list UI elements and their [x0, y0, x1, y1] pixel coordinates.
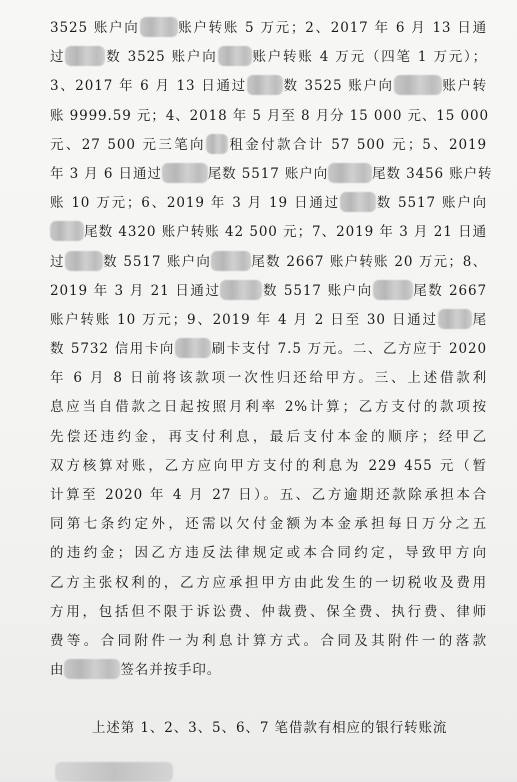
text-line [50, 248, 487, 277]
redaction-mark [373, 280, 413, 300]
text-segment: 账户转账 10 万元；9、2019 年 4 月 2 日至 30 日通过 [50, 311, 438, 328]
text-line [50, 452, 487, 481]
text-segment: 账 9999.59 元；4、2018 年 5 月至 8 月分 15 000 元、15 000 [50, 107, 489, 124]
text-segment: 先偿还违约金，再支付利息，最后支付本金的顺序；经甲乙 [50, 428, 487, 445]
text-line [50, 656, 487, 685]
text-segment: 账户转 [441, 78, 487, 95]
redaction-mark [394, 75, 442, 95]
text-line [50, 598, 487, 627]
redaction-mark [64, 659, 120, 679]
text-line [50, 306, 487, 335]
text-segment: 刷卡支付 7.5 万元。二、乙方应于 2020 [210, 341, 487, 358]
text-segment: 尾数 3456 账户转 [372, 165, 493, 182]
text-segment: 计算至 2020 年 4 月 27 日）。五、乙方逾期还款除承担本合 [50, 487, 487, 503]
text-segment: 由 [50, 662, 65, 679]
text-line [50, 627, 487, 656]
text-segment: 过 [50, 49, 66, 66]
text-segment: 账户转账 5 万元；2、2017 年 6 月 13 日通 [177, 20, 487, 36]
text-segment: 年 3 月 6 日通过 [50, 165, 162, 182]
redaction-mark [206, 134, 228, 154]
text-segment: 方用，包括但不限于诉讼费、仲裁费、保全费、执行费、律师 [50, 603, 487, 620]
redaction-mark [247, 75, 283, 95]
redaction-mark [211, 251, 251, 271]
text-segment: 的违约金；因乙方违反法律规定或本合同约定，导致甲方向 [50, 545, 487, 562]
text-segment: 3525 账户向 [50, 20, 140, 36]
text-line [50, 218, 487, 247]
text-segment: 2019 年 3 月 21 日通过 [50, 282, 221, 299]
text-line [50, 43, 487, 72]
text-segment: 尾数 2667 账户转账 20 万元；8、 [251, 253, 487, 270]
text-segment: 数 3525 账户向 [105, 49, 218, 66]
text-line [50, 335, 487, 364]
text-line [50, 277, 487, 306]
text-segment: 过 [50, 253, 65, 270]
text-line [50, 14, 487, 43]
redaction-mark [65, 46, 105, 66]
text-line [50, 569, 487, 598]
text-segment: 3、2017 年 6 月 13 日通过 [50, 78, 247, 95]
text-line [50, 510, 487, 539]
final-paragraph-line: 上述第 1、2、3、5、6、7 笔借款有相应的银行转账流 [92, 720, 448, 736]
text-segment: 账 10 万元；6、2019 年 3 月 19 日通过 [50, 195, 340, 212]
text-line [50, 423, 487, 452]
redaction-mark [328, 163, 372, 183]
text-line [50, 393, 487, 422]
text-segment: 签名并按手印。 [120, 662, 222, 679]
text-line [50, 102, 487, 131]
text-segment: 数 5517 账户向 [102, 253, 212, 270]
redaction-mark [438, 309, 472, 329]
text-segment: 账户转账 4 万元（四笔 1 万元）； [251, 49, 487, 66]
text-line [50, 539, 487, 568]
text-segment: 息应当自借款之日起按照月利率 2%计算；乙方支付的款项按 [50, 399, 487, 416]
text-line [50, 131, 487, 160]
redaction-mark [162, 163, 208, 183]
redaction-mark [140, 17, 178, 37]
redaction-mark [175, 338, 211, 358]
contract-text [50, 14, 493, 685]
text-segment: 双方核算对账，乙方应向甲方支付的利息为 229 455 元（暂 [50, 457, 487, 474]
text-segment: 尾数 4320 账户转账 42 500 元；7、2019 年 3 月 21 日通 [84, 224, 487, 241]
text-segment: 乙方主张权利的，乙方应承担甲方由此发生的一切税收及费用 [50, 574, 487, 591]
text-segment: 尾数 2667 [412, 282, 487, 299]
redaction-mark [218, 46, 252, 66]
redaction-mark [50, 221, 84, 241]
text-segment: 数 5517 账户向 [375, 195, 487, 212]
text-line [50, 481, 487, 510]
text-segment: 尾数 5517 账户向 [207, 165, 329, 182]
redaction-mark [220, 280, 262, 300]
text-line [50, 72, 487, 101]
text-segment: 费等。合同附件一为利息计算方式。合同及其附件一的落款 [50, 632, 487, 649]
text-segment: 年 6 月 8 日前将该款项一次性归还给甲方。三、上述借款利 [50, 370, 487, 387]
text-line [50, 364, 487, 393]
text-segment: 租金付款合计 57 500 元；5、2019 [227, 136, 487, 153]
text-segment: 元、27 500 元三笔向 [50, 136, 206, 153]
text-segment: 数 5732 信用卡向 [50, 341, 175, 358]
text-line [50, 160, 493, 189]
text-segment: 数 3525 账户向 [282, 78, 394, 95]
text-segment: 尾 [471, 311, 487, 328]
redaction-mark [65, 251, 103, 271]
redaction-mark [340, 192, 376, 212]
text-line [50, 189, 487, 218]
text-segment: 同第七条约定外，还需以欠付金额为本金承担每日万分之五 [50, 516, 487, 533]
text-segment: 数 5517 账户向 [262, 282, 373, 299]
